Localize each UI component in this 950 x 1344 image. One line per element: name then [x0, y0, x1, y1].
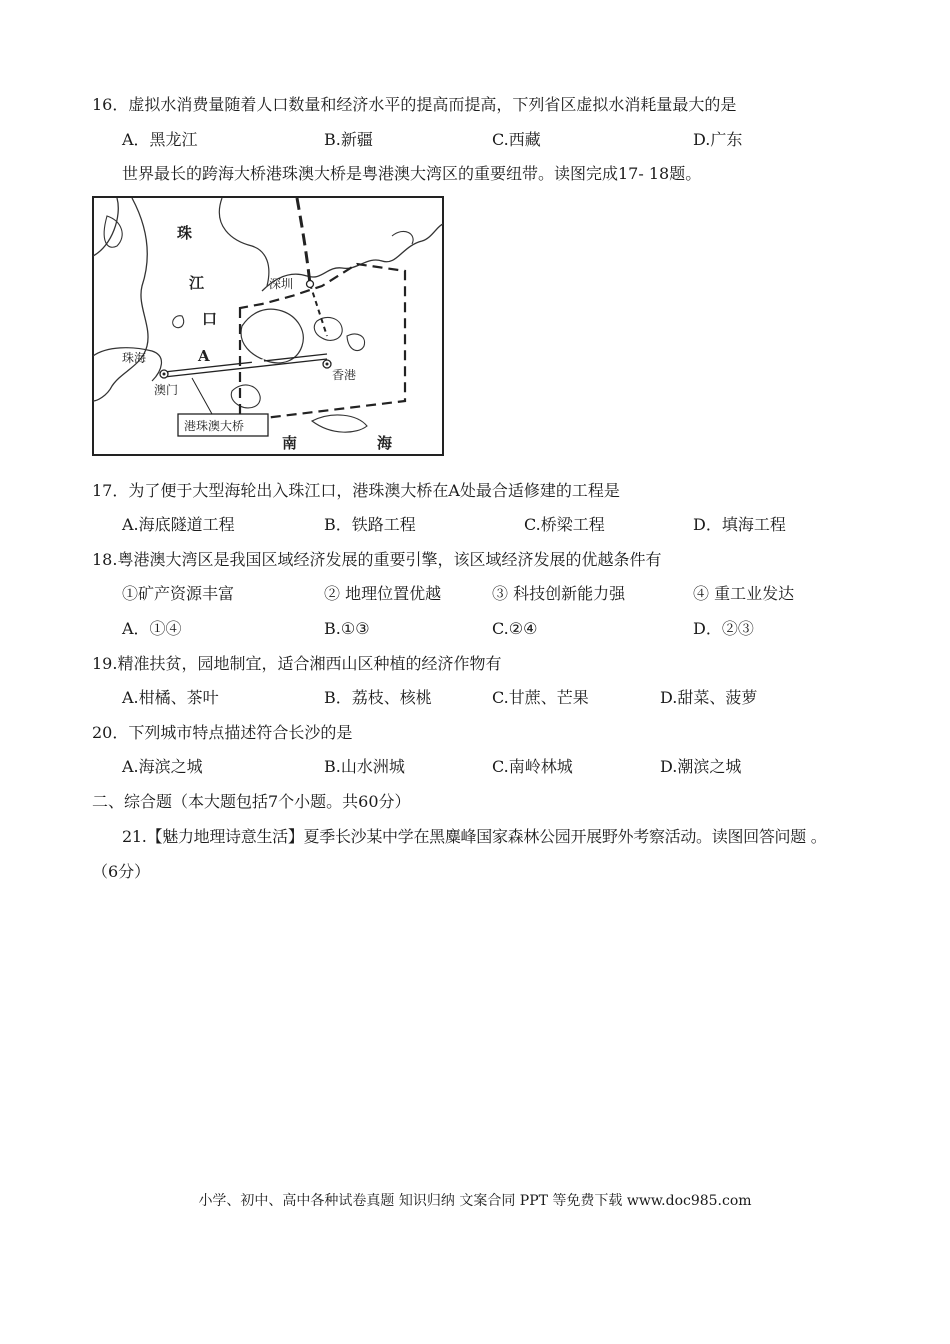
map-label-zhu: 珠 [177, 224, 193, 242]
map-label-hongkong: 香港 [332, 368, 357, 382]
map-label-a: A [198, 347, 210, 365]
map-label-shenzhen: 深圳 [269, 277, 294, 291]
q18-condition-4: ④ 重工业发达 [693, 584, 795, 603]
q17-option-a: A.海底隧道工程 [122, 515, 235, 534]
map-label-nan: 南 [282, 434, 298, 452]
map-label-hai: 海 [377, 434, 393, 452]
q20-option-d: D.潮滨之城 [660, 757, 742, 776]
intro-17-18: 世界最长的跨海大桥港珠澳大桥是粤港澳大湾区的重要纽带。读图完成17- 18题。 [122, 164, 702, 183]
page-footer: 小学、初中、高中各种试卷真题 知识归纳 文案合同 PPT 等免费下载 www.doc985.com [198, 1193, 752, 1209]
pearl-river-estuary-map [92, 196, 444, 456]
q20-option-a: A.海滨之城 [122, 757, 203, 776]
q16-stem: 16．虚拟水消费量随着人口数量和经济水平的提高而提高，下列省区虚拟水消耗量最大的是 [92, 95, 737, 114]
section-2-heading: 二、综合题（本大题包括7个小题。共60分） [92, 792, 411, 811]
q19-option-a: A.柑橘、茶叶 [122, 688, 219, 707]
q18-condition-1: ①矿产资源丰富 [122, 584, 235, 603]
q21-score: （6分） [92, 862, 151, 881]
q17-stem: 17．为了便于大型海轮出入珠江口，港珠澳大桥在A处最合适修建的工程是 [92, 481, 620, 500]
q18-stem: 18.粤港澳大湾区是我国区域经济发展的重要引擎，该区域经济发展的优越条件有 [92, 550, 662, 569]
q18-option-b: B.①③ [324, 619, 370, 638]
q17-option-d: D．填海工程 [693, 515, 786, 534]
q18-option-c: C.②④ [492, 619, 538, 638]
shenzhen-marker [307, 281, 314, 288]
q18-condition-3: ③ 科技创新能力强 [492, 584, 626, 603]
q16-option-d: D.广东 [693, 130, 743, 149]
q21-stem: 21.【魅力地理诗意生活】夏季长沙某中学在黑麋峰国家森林公园开展野外考察活动。读图回答问题 。 [122, 827, 827, 846]
q19-stem: 19.精准扶贫，园地制宜，适合湘西山区种植的经济作物有 [92, 654, 502, 673]
q18-condition-2: ② 地理位置优越 [324, 584, 442, 603]
q20-option-c: C.南岭林城 [492, 757, 573, 776]
q18-option-a: A．①④ [122, 619, 182, 638]
map-label-jiang: 江 [189, 274, 205, 292]
q19-option-c: C.甘蔗、芒果 [492, 688, 589, 707]
q19-option-b: B．荔枝、核桃 [324, 688, 432, 707]
q19-option-d: D.甜菜、菠萝 [660, 688, 758, 707]
map-label-macau: 澳门 [154, 383, 179, 397]
q18-option-d: D．②③ [693, 619, 754, 638]
q17-option-c: C.桥梁工程 [524, 515, 605, 534]
q16-option-c: C.西藏 [492, 130, 541, 149]
map-label-bridge: 港珠澳大桥 [184, 419, 245, 433]
q17-option-b: B．铁路工程 [324, 515, 416, 534]
map-label-zhuhai: 珠海 [122, 351, 147, 365]
q20-option-b: B.山水洲城 [324, 757, 405, 776]
q16-option-b: B.新疆 [324, 130, 373, 149]
q16-option-a: A．黑龙江 [122, 130, 198, 149]
map-label-kou: 口 [202, 310, 218, 328]
q20-stem: 20．下列城市特点描述符合长沙的是 [92, 723, 353, 742]
